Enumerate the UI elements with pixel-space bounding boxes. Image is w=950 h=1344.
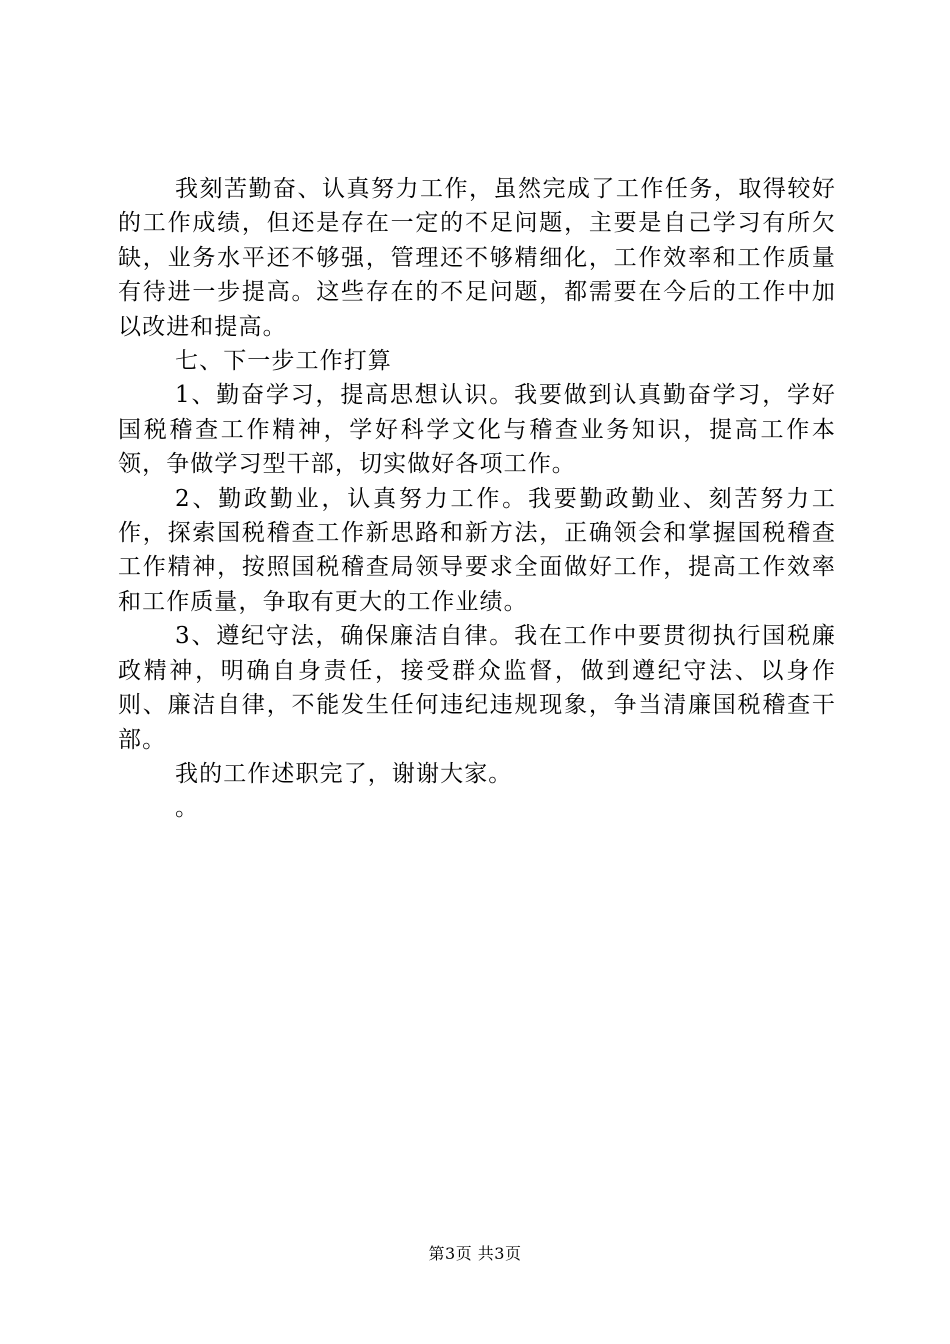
paragraph-shortcomings: 我刻苦勤奋、认真努力工作，虽然完成了工作任务，取得较好的工作成绩，但还是存在一定的不足问题，主要是自己学习有所欠缺，业务水平还不够强，管理还不够精细化，工作效率和工作质量有待进一步提高。这些存在的不足问题，都需要在今后的工作中加以改进和提高。 bbox=[118, 176, 836, 340]
page-number-footer: 第3页 共3页 bbox=[428, 1244, 522, 1263]
document-body bbox=[118, 172, 836, 826]
paragraph-trailing-mark: 。 bbox=[175, 795, 200, 822]
section-heading-next-steps: 七、下一步工作打算 bbox=[175, 348, 392, 375]
paragraph-plan-work: 2、勤政勤业，认真努力工作。我要勤政勤业、刻苦努力工作，探索国税稽查工作新思路和新方法，正确领会和掌握国税稽查工作精神，按照国税稽查局领导要求全面做好工作，提高工作效率和工作质量，争取有更大的工作业绩。 bbox=[118, 485, 836, 615]
paragraph-closing: 我的工作述职完了，谢谢大家。 bbox=[175, 760, 513, 787]
paragraph-plan-discipline: 3、遵纪守法，确保廉洁自律。我在工作中要贯彻执行国税廉政精神，明确自身责任，接受群众监督，做到遵纪守法、以身作则、廉洁自律，不能发生任何违纪违规现象，争当清廉国税稽查干部。 bbox=[118, 623, 836, 753]
paragraph-plan-study: 1、勤奋学习，提高思想认识。我要做到认真勤奋学习，学好国税稽查工作精神，学好科学文化与稽查业务知识，提高工作本领，争做学习型干部，切实做好各项工作。 bbox=[118, 382, 836, 478]
